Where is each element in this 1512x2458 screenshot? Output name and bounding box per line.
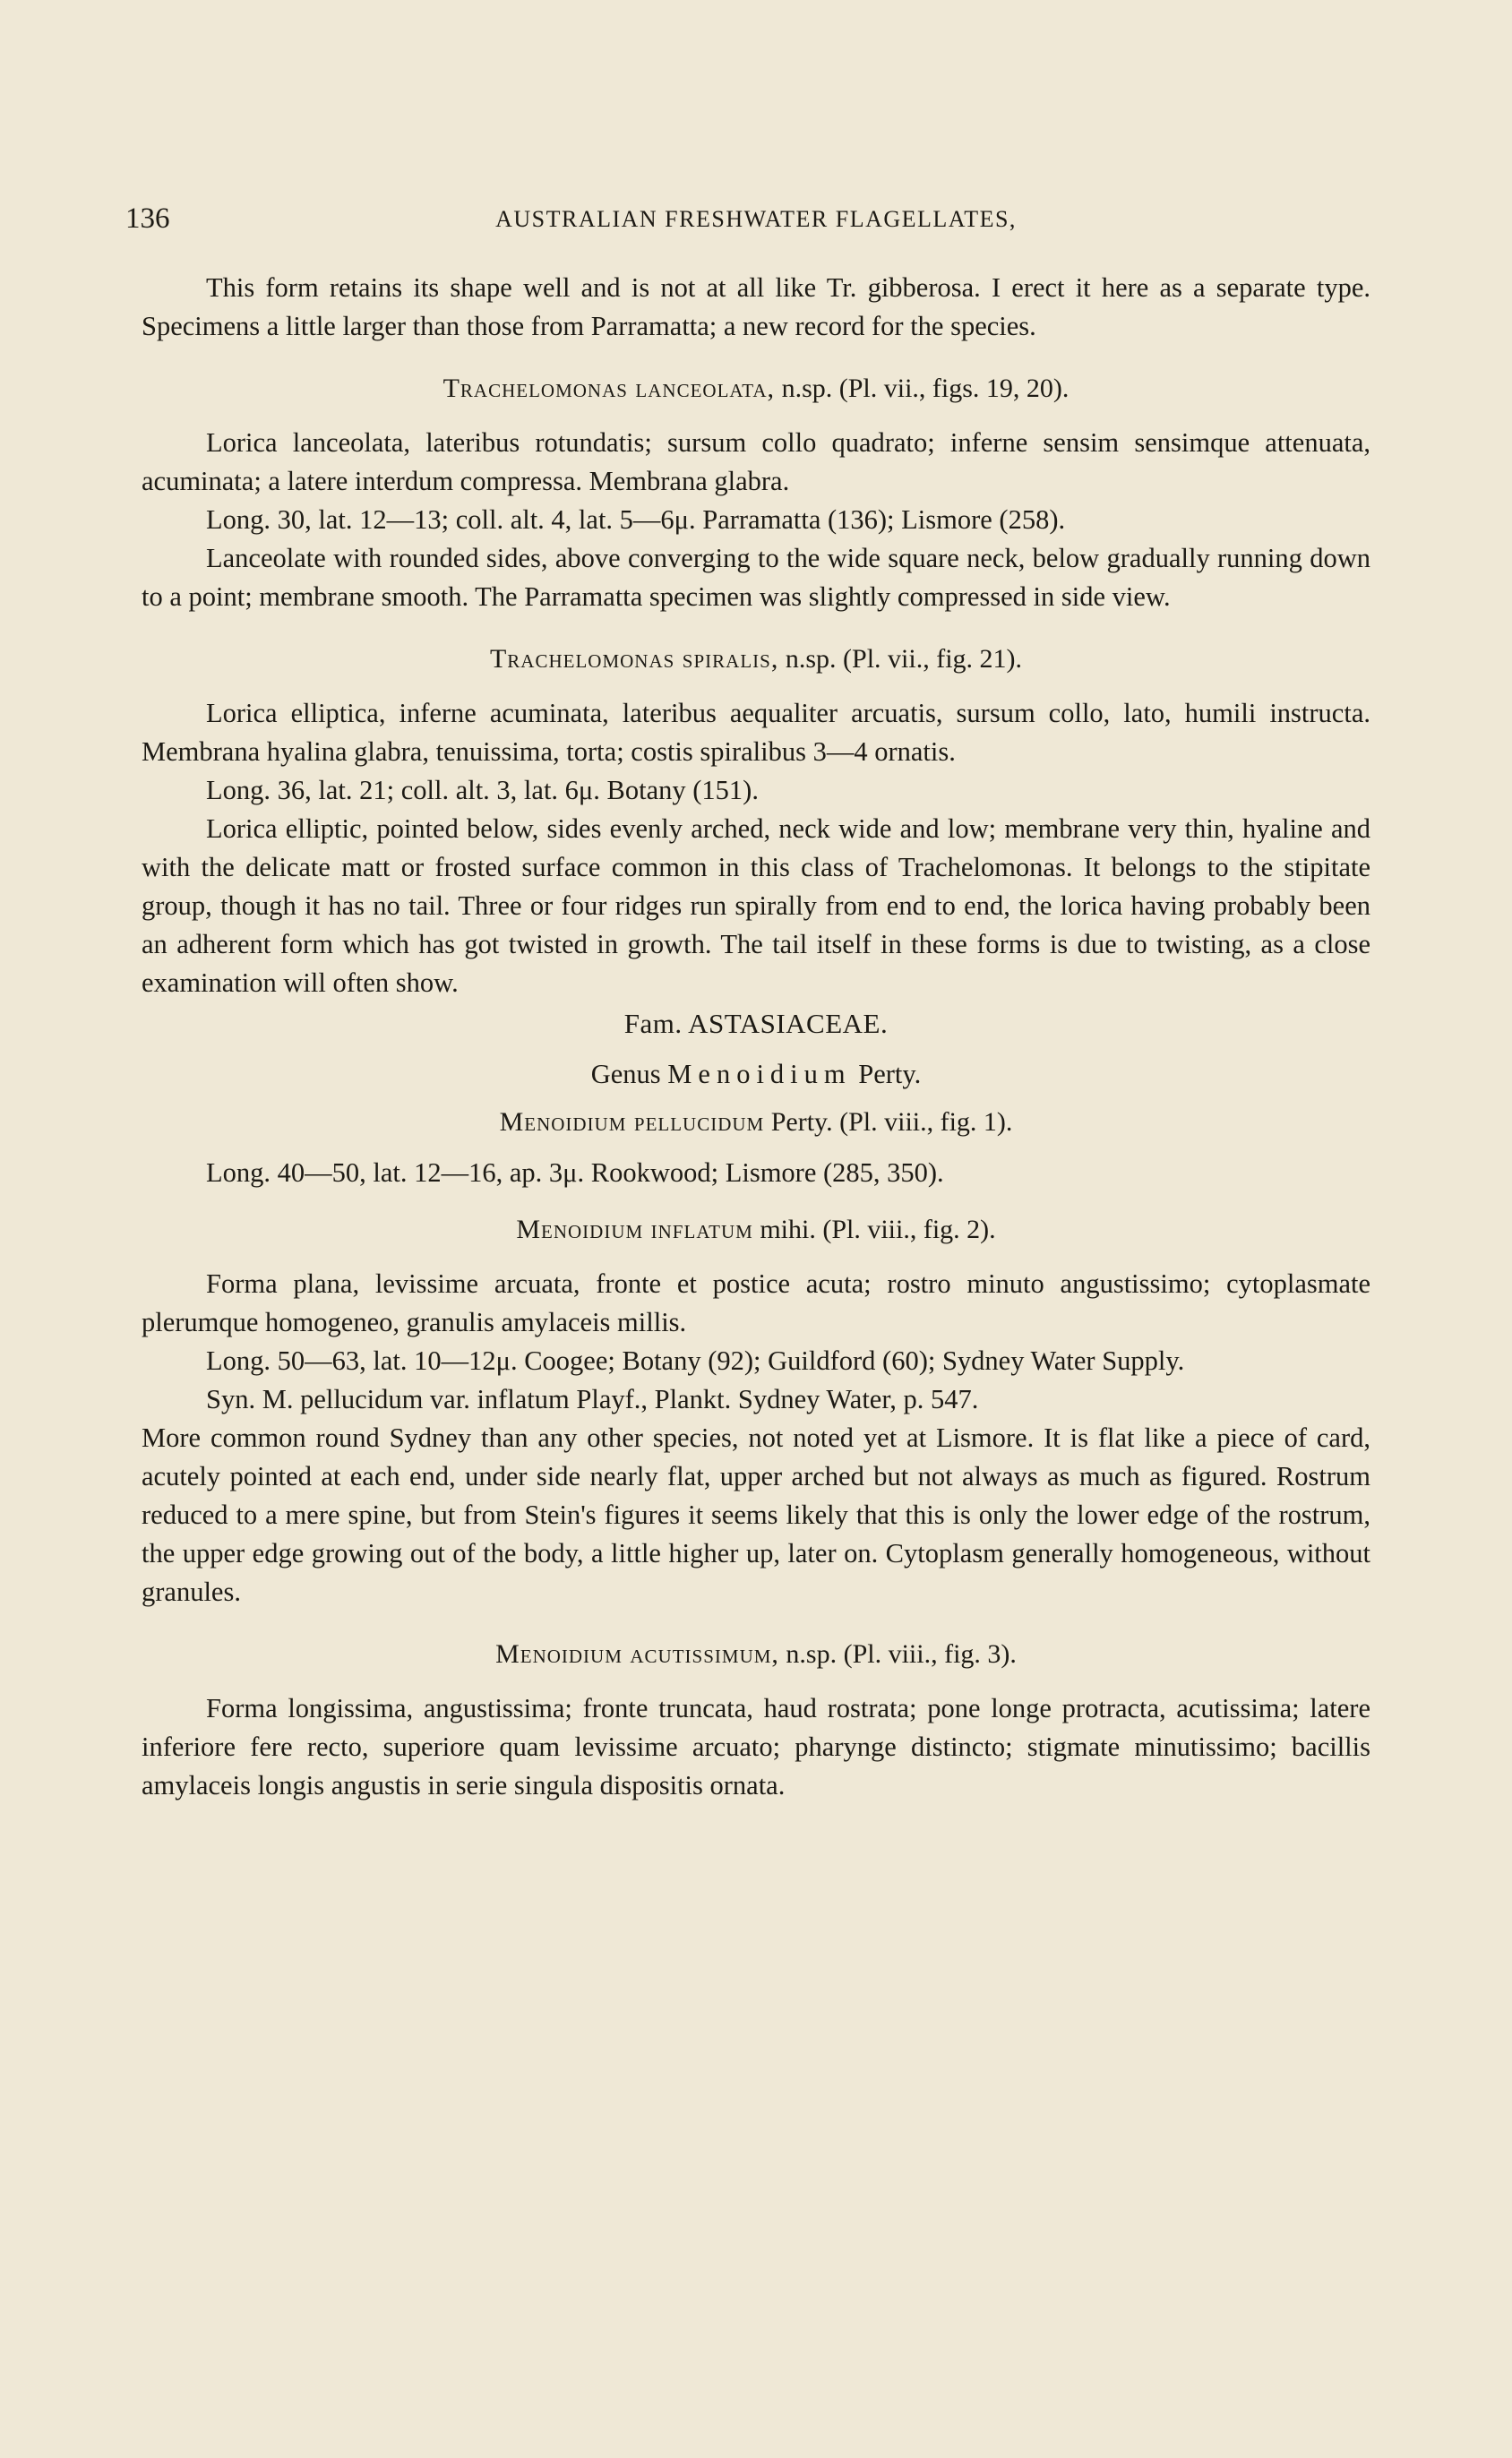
genus-author: Perty. [858,1059,922,1089]
latin-diagnosis: Forma plana, levissime arcuata, fronte et postice acuta; rostro minuto angustissimo; cytoplasmate plerumque homogeneo, granulis amylaceis millis. [142,1268,1370,1337]
measurements: Long. 50—63, lat. 10—12μ. Coogee; Botany (92); Guildford (60); Sydney Water Supply. [206,1345,1185,1376]
genus-prefix: Genus [590,1059,661,1089]
family-heading: Fam. ASTASIACEAE. [623,1008,889,1039]
species-name: Trachelomonas lanceolata, [442,374,776,403]
species-heading-acutissimum [142,1635,1370,1673]
species-name: Menoidium pellucidum [499,1107,765,1137]
running-head: AUSTRALIAN FRESHWATER FLAGELLATES, [495,206,1017,232]
page-number: 136 [125,202,170,235]
species-name: Trachelomonas spiralis, [489,644,779,674]
latin-diagnosis: Lorica lanceolata, lateribus rotundatis; sursum collo quadrato; inferne sensim sensimque attenuata, acuminata; a latere interdum compressa. Membrana glabra. [142,427,1370,496]
species-reference: n.sp. (Pl. vii., fig. 21). [785,644,1023,674]
species-heading-spiralis [142,640,1370,678]
species-reference: n.sp. (Pl. vii., figs. 19, 20). [781,374,1070,403]
species-name: Menoidium inflatum [516,1215,753,1244]
synonym: Syn. M. pellucidum var. inflatum Playf., Plankt. Sydney Water, p. 547. [206,1384,979,1414]
genus-name: Menoidium [667,1059,852,1089]
species-heading-lanceolata [142,369,1370,408]
species-name: Menoidium acutissimum, [495,1639,779,1669]
species-reference: Perty. (Pl. viii., fig. 1). [770,1107,1013,1137]
latin-diagnosis: Lorica elliptica, inferne acuminata, lateribus aequaliter arcuatis, sursum collo, lato, humili instructa. Membrana hyalina glabra, tenuissima, torta; costis spiralibus 3—4 ornatis. [142,698,1370,767]
measurements: Long. 30, lat. 12—13; coll. alt. 4, lat. 5—6μ. Parramatta (136); Lismore (258). [206,504,1066,535]
intro-paragraph: This form retains its shape well and is not at all like Tr. gibberosa. I erect it here as a separate type. Specimens a little larger than those from Parramatta; a new record for the species. [142,272,1370,341]
species-reference: mihi. (Pl. viii., fig. 2). [760,1215,996,1244]
latin-diagnosis: Forma longissima, angustissima; fronte truncata, haud rostrata; pone longe protracta, acutissima; latere inferiore fere recto, superiore quam levissime arcuato; pharynge distincto; stigmate minutissimo; bacillis amylaceis longis angustis in serie singula dispositis ornata. [142,1693,1370,1801]
description: Lanceolate with rounded sides, above converging to the wide square neck, below gradually running down to a point; membrane smooth. The Parramatta specimen was slightly compressed in side view. [142,543,1370,612]
genus-heading [142,1055,1370,1094]
species-heading-inflatum [142,1210,1370,1249]
measurements: Long. 40—50, lat. 12—16, ap. 3μ. Rookwood; Lismore (285, 350). [206,1157,944,1188]
page-body [142,269,1370,1805]
page-header [125,202,1387,242]
measurements: Long. 36, lat. 21; coll. alt. 3, lat. 6μ. Botany (151). [206,775,759,805]
species-reference: n.sp. (Pl. viii., fig. 3). [786,1639,1017,1669]
species-heading-pellucidum [142,1103,1370,1141]
description: More common round Sydney than any other species, not noted yet at Lismore. It is flat like a piece of card, acutely pointed at each end, under side nearly flat, upper arched but not always as much as figured. Rostrum reduced to a mere spine, but from Stein's figures it seems likely that this is only the lower edge of the rostrum, the upper edge growing out of the body, a little higher up, later on. Cytoplasm generally homogeneous, without granules. [142,1422,1370,1607]
description: Lorica elliptic, pointed below, sides evenly arched, neck wide and low; membrane very thin, hyaline and with the delicate matt or frosted surface common in this class of Trachelomonas. It belongs to the stipitate group, though it has no tail. Three or four ridges run spirally from end to end, the lorica having probably been an adherent form which has got twisted in growth. The tail itself in these forms is due to twisting, as a close examination will often show. [142,813,1370,998]
